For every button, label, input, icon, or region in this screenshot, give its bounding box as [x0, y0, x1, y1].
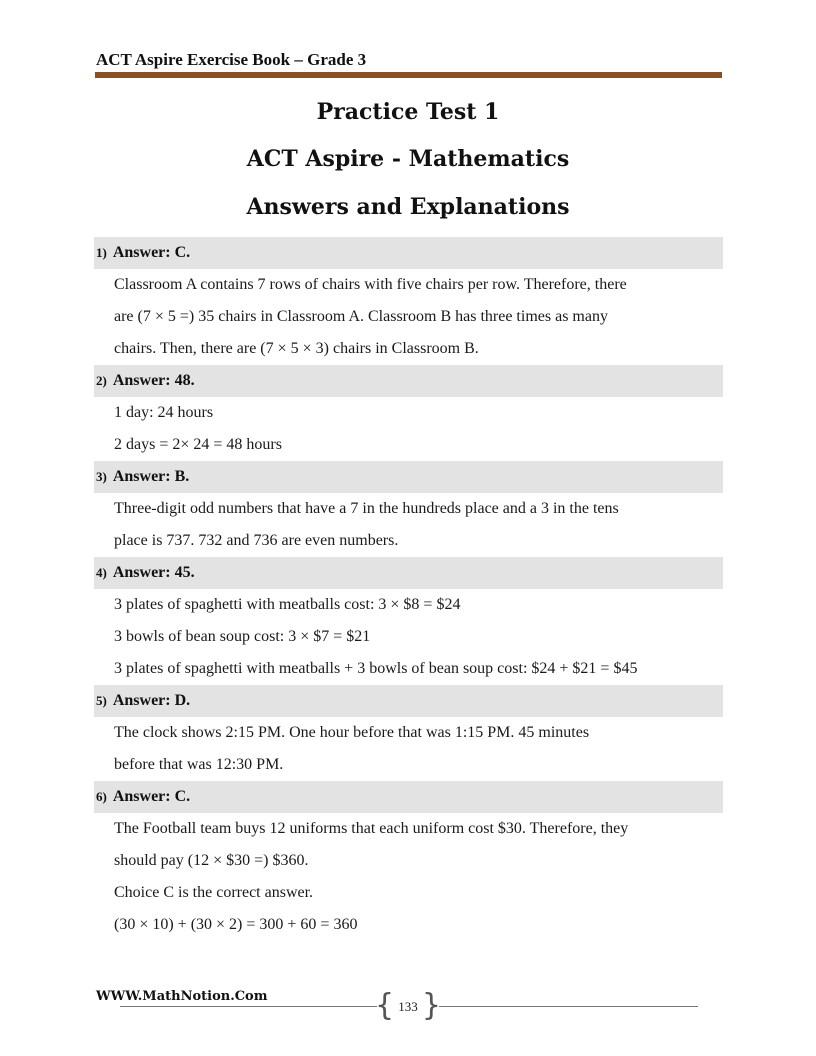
footer-site: WWW.MathNotion.Com — [96, 989, 268, 1004]
explanation-line: before that was 12:30 PM. — [114, 756, 284, 773]
explanation-line: The Football team buys 12 uniforms that each uniform cost $30. Therefore, they — [114, 820, 629, 837]
explanation-line: 2 days = 2× 24 = 48 hours — [114, 436, 282, 453]
answer-heading — [94, 781, 723, 813]
answers-list — [94, 237, 723, 941]
explanation-line: Choice C is the correct answer. — [114, 884, 314, 901]
section-heading: Answers and Explanations — [246, 194, 570, 220]
answer-label: Answer: 48. — [112, 372, 195, 389]
explanation-line: 3 bowls of bean soup cost: 3 × $7 = $21 — [114, 628, 371, 645]
answer-label: Answer: B. — [112, 468, 190, 485]
header-rule — [95, 72, 722, 78]
page-number-box — [375, 988, 441, 1023]
explanation-line: Three-digit odd numbers that have a 7 in the hundreds place and a 3 in the tens — [114, 500, 619, 517]
explanation-line: should pay (12 × $30 =) $360. — [114, 852, 309, 869]
explanation-line: (30 × 10) + (30 × 2) = 300 + 60 = 360 — [114, 916, 358, 933]
answer-heading — [94, 365, 723, 397]
explanation-line: chairs. Then, there are (7 × 5 × 3) chairs in Classroom B. — [114, 340, 479, 357]
explanation-line: 3 plates of spaghetti with meatballs + 3 bowls of bean soup cost: $24 + $21 = $45 — [114, 660, 638, 677]
question-number: 4) — [96, 565, 107, 580]
question-number: 3) — [96, 469, 107, 484]
page-title: Practice Test 1 — [316, 99, 500, 125]
answer-heading — [94, 557, 723, 589]
explanation-line: 3 plates of spaghetti with meatballs cost: 3 × $8 = $24 — [114, 596, 461, 613]
question-number: 5) — [96, 693, 107, 708]
page-number: 133 — [398, 999, 418, 1014]
answer-label: Answer: C. — [112, 788, 191, 805]
explanation-line: are (7 × 5 =) 35 chairs in Classroom A. Classroom B has three times as many — [114, 308, 608, 325]
answer-label: Answer: 45. — [112, 564, 195, 581]
explanation-line: place is 737. 732 and 736 are even numbers. — [114, 532, 399, 549]
left-brace-icon: { — [375, 988, 395, 1023]
question-number: 1) — [96, 245, 107, 260]
explanation-line: Classroom A contains 7 rows of chairs with five chairs per row. Therefore, there — [114, 276, 627, 293]
answer-heading — [94, 685, 723, 717]
answer-label: Answer: D. — [112, 692, 191, 709]
page-subtitle: ACT Aspire - Mathematics — [246, 146, 570, 172]
answer-label: Answer: C. — [112, 244, 191, 261]
right-brace-icon: } — [421, 988, 441, 1023]
explanation-line: The clock shows 2:15 PM. One hour before that was 1:15 PM. 45 minutes — [114, 724, 590, 741]
explanation-line: 1 day: 24 hours — [114, 404, 214, 421]
answer-heading — [94, 461, 723, 493]
question-number: 6) — [96, 789, 107, 804]
running-head: ACT Aspire Exercise Book – Grade 3 — [96, 50, 367, 69]
answer-heading — [94, 237, 723, 269]
question-number: 2) — [96, 373, 107, 388]
